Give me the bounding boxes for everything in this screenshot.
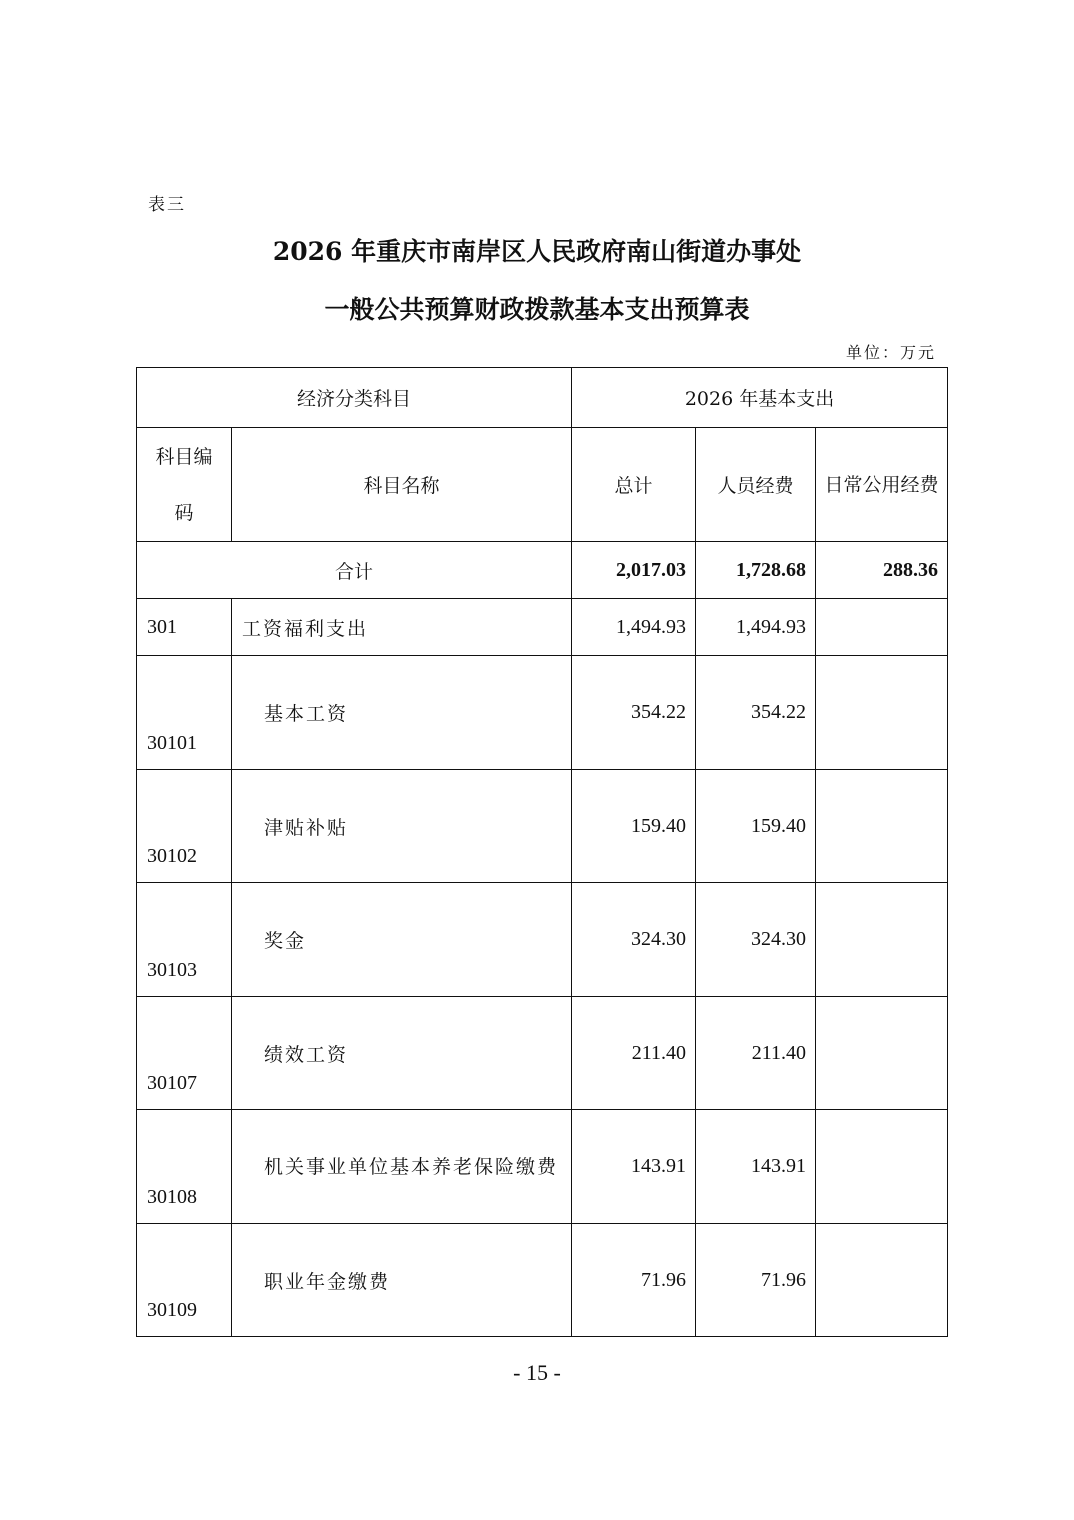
row-personnel: 143.91 (696, 1110, 816, 1224)
header-group-row (137, 368, 948, 428)
page-number: - 15 - (513, 1360, 561, 1385)
row-name: 机关事业单位基本养老保险缴费 (232, 1110, 572, 1224)
row-code: 30102 (137, 770, 232, 883)
table-row (137, 599, 948, 656)
row-name: 基本工资 (232, 656, 572, 770)
page-title-line1: 2026 年重庆市南岸区人民政府南山街道办事处 (272, 237, 802, 266)
unit-label: 单位：万元 (845, 343, 936, 362)
row-public (816, 1110, 948, 1224)
row-public (816, 599, 948, 656)
table-row (137, 770, 948, 883)
table-row (137, 1224, 948, 1337)
row-public (816, 883, 948, 997)
row-public (816, 770, 948, 883)
row-name: 奖金 (232, 883, 572, 997)
row-public (816, 656, 948, 770)
row-code: 30101 (137, 656, 232, 770)
row-personnel: 324.30 (696, 883, 816, 997)
row-total: 71.96 (572, 1224, 696, 1337)
row-personnel: 71.96 (696, 1224, 816, 1337)
total-amount: 2,017.03 (572, 542, 696, 599)
total-personnel: 1,728.68 (696, 542, 816, 599)
total-row (137, 542, 948, 599)
row-public (816, 997, 948, 1110)
row-personnel: 159.40 (696, 770, 816, 883)
row-name: 绩效工资 (232, 997, 572, 1110)
row-personnel: 1,494.93 (696, 599, 816, 656)
row-name: 津贴补贴 (232, 770, 572, 883)
page-title-line2: 一般公共预算财政拨款基本支出预算表 (324, 295, 750, 324)
row-total: 354.22 (572, 656, 696, 770)
row-personnel: 354.22 (696, 656, 816, 770)
row-total: 1,494.93 (572, 599, 696, 656)
row-total: 211.40 (572, 997, 696, 1110)
total-public: 288.36 (816, 542, 948, 599)
row-code: 30103 (137, 883, 232, 997)
row-name: 职业年金缴费 (232, 1224, 572, 1337)
row-total: 143.91 (572, 1110, 696, 1224)
table-row (137, 997, 948, 1110)
row-total: 159.40 (572, 770, 696, 883)
header-personnel: 人员经费 (696, 428, 816, 542)
header-column-row (137, 428, 948, 542)
row-code: 30109 (137, 1224, 232, 1337)
row-personnel: 211.40 (696, 997, 816, 1110)
table-row (137, 883, 948, 997)
row-name: 工资福利支出 (232, 599, 572, 656)
budget-table (136, 367, 948, 1337)
table-row (137, 656, 948, 770)
table-row (137, 1110, 948, 1224)
header-total: 总计 (572, 428, 696, 542)
header-basic-expenditure: 2026 年基本支出 (572, 368, 948, 428)
row-code: 301 (137, 599, 232, 656)
header-subject-code: 科目编码 (137, 428, 232, 542)
header-subject-name: 科目名称 (232, 428, 572, 542)
table-label: 表三 (148, 195, 186, 215)
total-label: 合计 (137, 542, 572, 599)
header-public: 日常公用经费 (816, 428, 948, 542)
row-code: 30107 (137, 997, 232, 1110)
row-public (816, 1224, 948, 1337)
header-economic-category: 经济分类科目 (137, 368, 572, 428)
row-total: 324.30 (572, 883, 696, 997)
row-code: 30108 (137, 1110, 232, 1224)
